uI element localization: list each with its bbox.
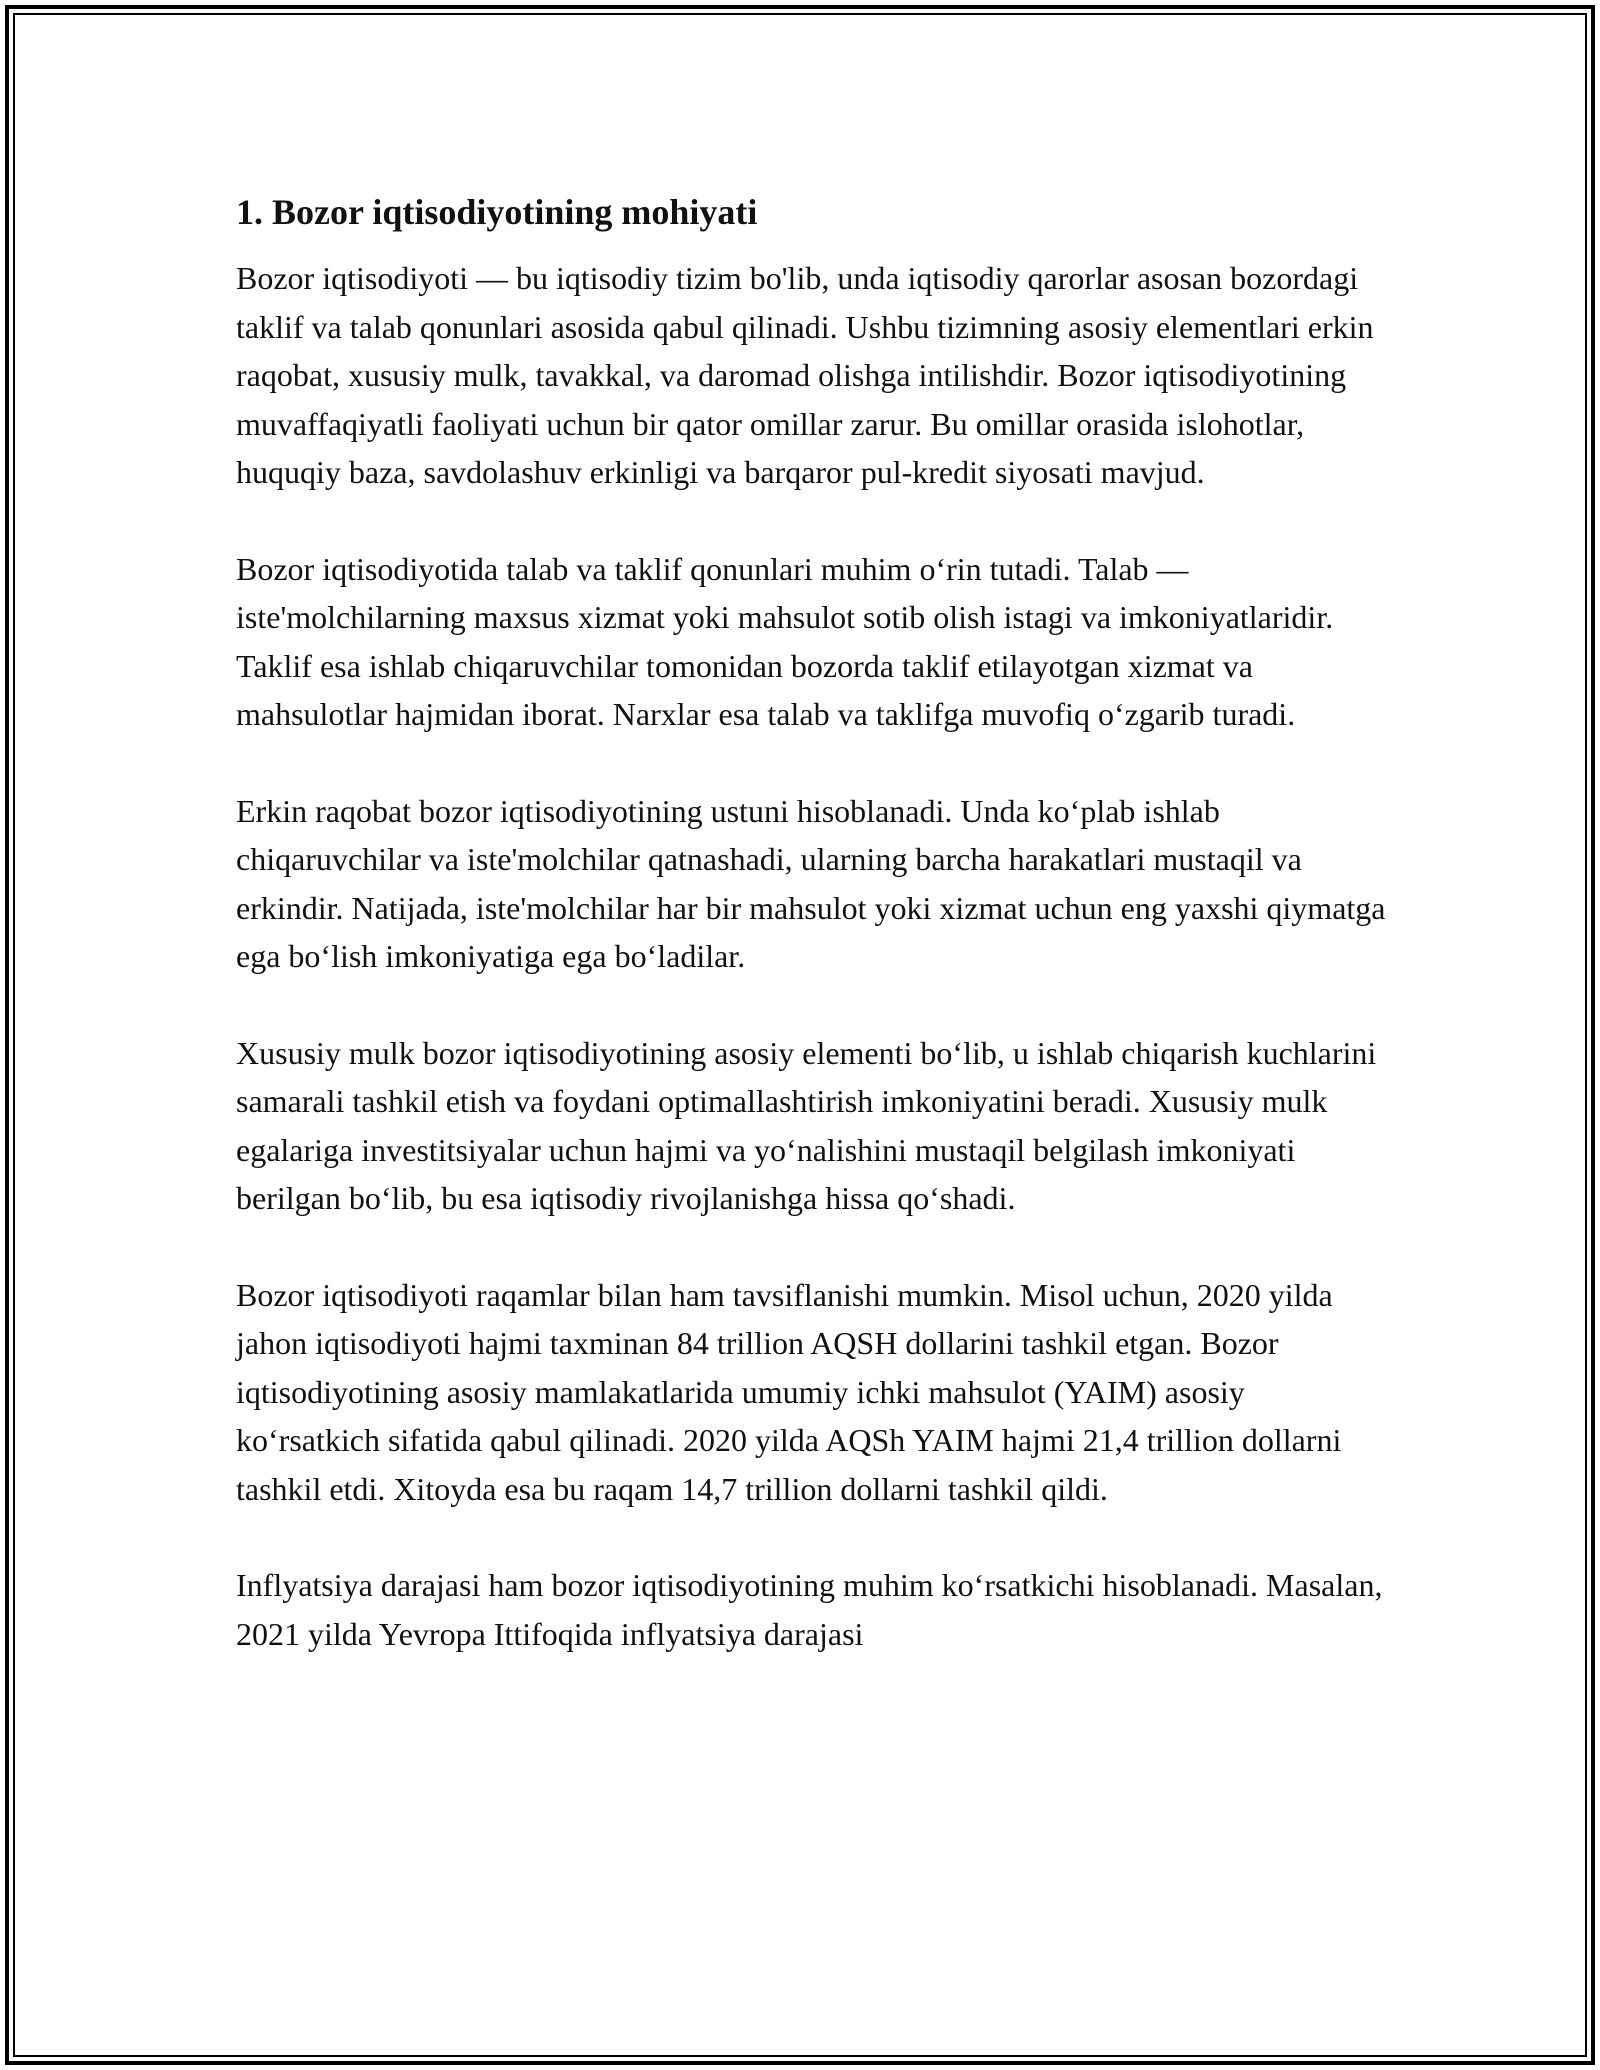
paragraph: Bozor iqtisodiyoti — bu iqtisodiy tizim bo'lib, unda iqtisodiy qarorlar asosan bozordagi taklif va talab qonunlari asosida qabul qilinadi. Ushbu tizimning asosiy elementlari erkin raqobat, xususiy mulk, tavakkal, va daromad olishga intilishdir. Bozor iqtisodiyotining muvaffaqiyatli faoliyati uchun bir qator omillar zarur. Bu omillar orasida islohotlar, huquqiy baza, savdolashuv erkinligi va barqaror pul-kredit siyosati mavjud. — [236, 260, 1374, 490]
paragraph: Inflyatsiya darajasi ham bozor iqtisodiyotining muhim koʻrsatkichi hisoblanadi. Masalan, 2021 yilda Yevropa Ittifoqida inflyatsiya darajasi — [236, 1567, 1383, 1652]
paragraph: Bozor iqtisodiyoti raqamlar bilan ham tavsiflanishi mumkin. Misol uchun, 2020 yilda jahon iqtisodiyoti hajmi taxminan 84 trillion AQSH dollarini tashkil etgan. Bozor iqtisodiyotining asosiy mamlakatlarida umumiy ichki mahsulot (YAIM) asosiy koʻrsatkich sifatida qabul qilinadi. 2020 yilda AQSh YAIM hajmi 21,4 trillion dollarni tashkil etdi. Xitoyda esa bu raqam 14,7 trillion dollarni tashkil qildi. — [236, 1276, 1342, 1507]
paragraph: Erkin raqobat bozor iqtisodiyotining ustuni hisoblanadi. Unda koʻplab ishlab chiqaruvchilar va iste'molchilar qatnashadi, ularning barcha harakatlari mustaqil va erkindir. Natijada, iste'molchilar har bir mahsulot yoki xizmat uchun eng yaxshi qiymatga ega boʻlish imkoniyatiga ega boʻladilar. — [236, 792, 1386, 974]
paragraph: Bozor iqtisodiyotida talab va taklif qonunlari muhim oʻrin tutadi. Talab — iste'molchilarning maxsus xizmat yoki mahsulot sotib olish istagi va imkoniyatlaridir. Taklif esa ishlab chiqaruvchilar tomonidan bozorda taklif etilayotgan xizmat va mahsulotlar hajmidan iborat. Narxlar esa talab va taklifga muvofiq oʻzgarib turadi. — [236, 550, 1334, 732]
section-title: 1. Bozor iqtisodiyotining mohiyati — [236, 192, 758, 232]
document-page — [236, 188, 1386, 1706]
paragraph: Xususiy mulk bozor iqtisodiyotining asosiy elementi boʻlib, u ishlab chiqarish kuchlarini samarali tashkil etish va foydani optimallashtirish imkoniyatini beradi. Xususiy mulk egalariga investitsiyalar uchun hajmi va yoʻnalishini mustaqil belgilash imkoniyati berilgan boʻlib, bu esa iqtisodiy rivojlanishga hissa qoʻshadi. — [236, 1034, 1377, 1216]
